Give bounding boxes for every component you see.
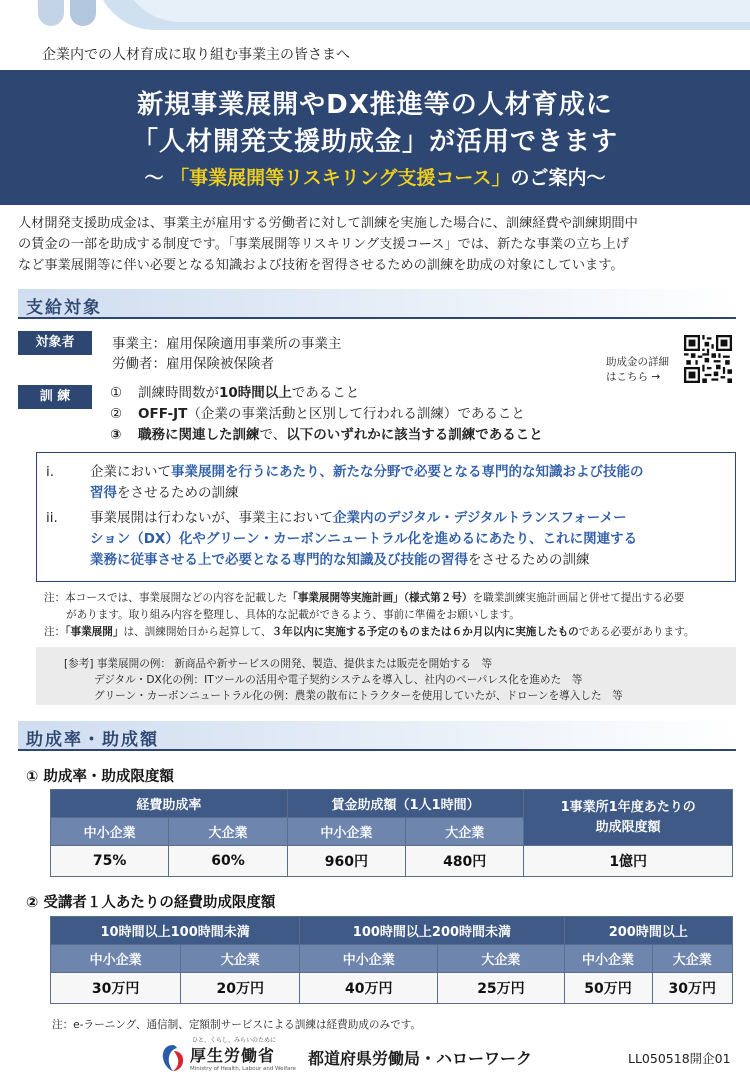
target-tag: 対象者 [18, 331, 92, 355]
type-text: をさせるための訓練 [117, 485, 239, 501]
header-annual-limit [524, 790, 733, 846]
qr-caption-line: 助成金の詳細 [606, 356, 669, 368]
intro-line: の賃金の一部を助成する制度です。「事業展開等リスキリング支援コース」では、新たな事業の立ち上げ [18, 237, 629, 252]
value-wage-large: 480円 [406, 846, 524, 877]
value-10-100h-sme: 30万円 [51, 973, 181, 1004]
table-1-title: ① 助成率・助成限度額 [26, 769, 174, 785]
decorative-shape [70, 0, 96, 26]
header-10-100h: 10時間以上100時間未満 [51, 917, 300, 945]
note-emphasis: 「事業展開」 [65, 626, 124, 638]
value-200h-large: 30万円 [652, 973, 732, 1004]
type-ii-line-2: ション（DX）化やグリーン・カーボンニュートラル化を進めるにあたり、これに関連する [90, 531, 638, 547]
rate-table [50, 789, 733, 877]
value-100-200h-sme: 40万円 [300, 973, 438, 1004]
value-200h-sme: 50万円 [564, 973, 652, 1004]
value-100-200h-large: 25万円 [438, 973, 564, 1004]
example-digital: デジタル・DX化の例：ITツールの活用や電子契約システムを導入し、社内のペーパレス化を進めた 等 [94, 674, 583, 686]
audience-line: 企業内での人材育成に取り組む事業主の皆さまへ [42, 47, 350, 63]
req-emphasis: に該当する訓練であること [380, 427, 543, 443]
req-text: であること [291, 385, 360, 401]
note-text: 注：本コースでは、事業展開などの内容を記載した [44, 592, 288, 604]
type-text: をさせるための訓練 [468, 552, 590, 568]
intro-paragraph [18, 213, 738, 276]
title-line-2: 「人材開発支援助成金」が活用できます [131, 127, 618, 157]
header-large: 大企業 [181, 945, 300, 973]
bureau-name: 都道府県労働局・ハローワーク [308, 1049, 533, 1068]
target-worker: 労働者：雇用保険被保険者 [112, 356, 274, 372]
example-business: [参考] 事業展開の例： 新商品や新サービスの開発、製造、提供または販売を開始する 等 [64, 658, 493, 670]
target-employer: 事業主：雇用保険適用事業所の事業主 [112, 336, 342, 352]
header-wage-rate: 賃金助成額（1人1時間） [287, 790, 524, 818]
cost-limit-table [50, 916, 733, 1004]
mhlw-logo-icon [160, 1043, 186, 1073]
note-emphasis: ３年以内に実施する予定のものまたは６か月以内に実施したもの [271, 626, 579, 638]
decorative-wave-light [120, 0, 750, 22]
value-annual-limit: 1億円 [524, 846, 733, 877]
qr-caption [606, 355, 669, 385]
top-decoration [0, 0, 750, 30]
training-tag: 訓 練 [18, 385, 92, 409]
type-i-line-1 [90, 462, 644, 483]
note-text: 注： [44, 626, 66, 638]
header-sme: 中小企業 [287, 818, 405, 846]
header-line: 助成限度額 [595, 819, 661, 835]
requirement-3 [110, 423, 543, 443]
type-i-line-2 [90, 483, 239, 504]
req-emphasis: 職務に関連した訓練 [138, 427, 260, 443]
section-title-rates [18, 721, 736, 751]
course-subtitle [0, 163, 750, 190]
note-2 [44, 624, 694, 640]
req-number: ② [110, 406, 123, 422]
header-sme: 中小企業 [300, 945, 438, 973]
title-line-1: 新規事業展開やDX推進等の人材育成に [137, 90, 613, 120]
value-wage-sme: 960円 [287, 846, 405, 877]
intro-line: など事業展開等に伴い必要となる知識および技術を習得させるための訓練を助成の対象にしています。 [18, 258, 624, 273]
note-text: である必要があります。 [578, 626, 695, 638]
header-100-200h: 100時間以上200時間未満 [300, 917, 564, 945]
header-sme: 中小企業 [564, 945, 652, 973]
subtitle-suffix: のご案内～ [510, 167, 606, 189]
req-emphasis: OFF-JT [138, 406, 188, 422]
footer-note: 注：e-ラーニング、通信制、定額制サービスによる訓練は経費助成のみです。 [52, 1019, 422, 1031]
qr-caption-line: はこちら → [606, 371, 661, 383]
header-large: 大企業 [169, 818, 287, 846]
req-text: で、 [259, 427, 287, 443]
note-1-line-2: があります。取り組み内容を整理し、具体的な記載ができるよう、事前に準備をお願いします。 [66, 609, 520, 621]
example-green: グリーン・カーボンニュートラル化の例：農業の散布にトラクターを使用していたが、ドローンを導入した 等 [94, 690, 623, 702]
req-emphasis: 以下のいずれか [286, 427, 381, 443]
type-emphasis: 企業内のデジタル・デジタルトランスフォーメー [333, 510, 627, 526]
section-title-eligibility [18, 289, 736, 319]
ministry-english-name: Ministry of Health, Labour and Welfare [190, 1066, 296, 1072]
table-2-title: ② 受講者１人あたりの経費助成限度額 [26, 895, 276, 911]
value-cost-large: 60% [169, 846, 287, 877]
requirement-1 [110, 381, 359, 401]
subtitle-prefix: ～ [144, 167, 171, 189]
header-line: 1事業所1年度あたりの [560, 799, 696, 815]
header-large: 大企業 [438, 945, 564, 973]
type-ii-line-3 [90, 550, 590, 571]
type-emphasis: 業務に従事させる上で必要となる専門的な知識及び技能の習得 [90, 552, 468, 568]
value-cost-sme: 75% [51, 846, 169, 877]
req-number: ① [110, 385, 123, 401]
type-text: 企業において [90, 464, 171, 480]
type-ii-line-1 [90, 508, 627, 529]
req-text: 訓練時間数が [138, 385, 219, 401]
course-name: 「事業展開等リスキリング支援コース」 [170, 167, 511, 189]
value-10-100h-large: 20万円 [181, 973, 300, 1004]
header-cost-rate: 経費助成率 [51, 790, 288, 818]
header-sme: 中小企業 [51, 818, 169, 846]
hero-banner [0, 70, 750, 205]
req-number: ③ [110, 427, 122, 443]
note-text: は、訓練開始日から起算して、 [123, 626, 272, 638]
header-200h-plus: 200時間以上 [564, 917, 732, 945]
intro-line: 人材開発支援助成金は、事業主が雇用する労働者に対して訓練を実施した場合に、訓練経費や訓練期間中 [18, 216, 638, 231]
qr-code-icon[interactable] [684, 335, 732, 383]
section-title-text: 助成率・助成額 [26, 730, 159, 750]
type-text: 事業展開は行わないが、事業主において [90, 510, 333, 526]
header-large: 大企業 [652, 945, 732, 973]
document-code: LL050518開企01 [628, 1051, 731, 1066]
note-emphasis: 「事業展開等実施計画」（様式第２号） [287, 592, 473, 604]
requirement-2 [110, 402, 525, 422]
decorative-shape [38, 0, 64, 26]
note-1-line-1 [44, 590, 684, 606]
type-emphasis: 事業展開を行うにあたり、新たな分野で必要となる専門的な知識および技能の [171, 464, 644, 480]
ministry-tagline: ひと、くらし、みらいのために [192, 1037, 277, 1044]
ministry-name: 厚生労働省 [190, 1046, 276, 1065]
req-emphasis: 10時間以上 [219, 385, 292, 401]
header-sme: 中小企業 [51, 945, 181, 973]
type-i-number: i. [46, 464, 55, 480]
type-ii-number: ii. [46, 510, 58, 526]
type-emphasis: 習得 [90, 485, 117, 501]
header-large: 大企業 [406, 818, 524, 846]
section-title-text: 支給対象 [26, 298, 102, 318]
req-text: （企業の事業活動と区別して行われる訓練）であること [187, 406, 525, 422]
note-text: を職業訓練実施計画届と併せて提出する必要 [472, 592, 685, 604]
